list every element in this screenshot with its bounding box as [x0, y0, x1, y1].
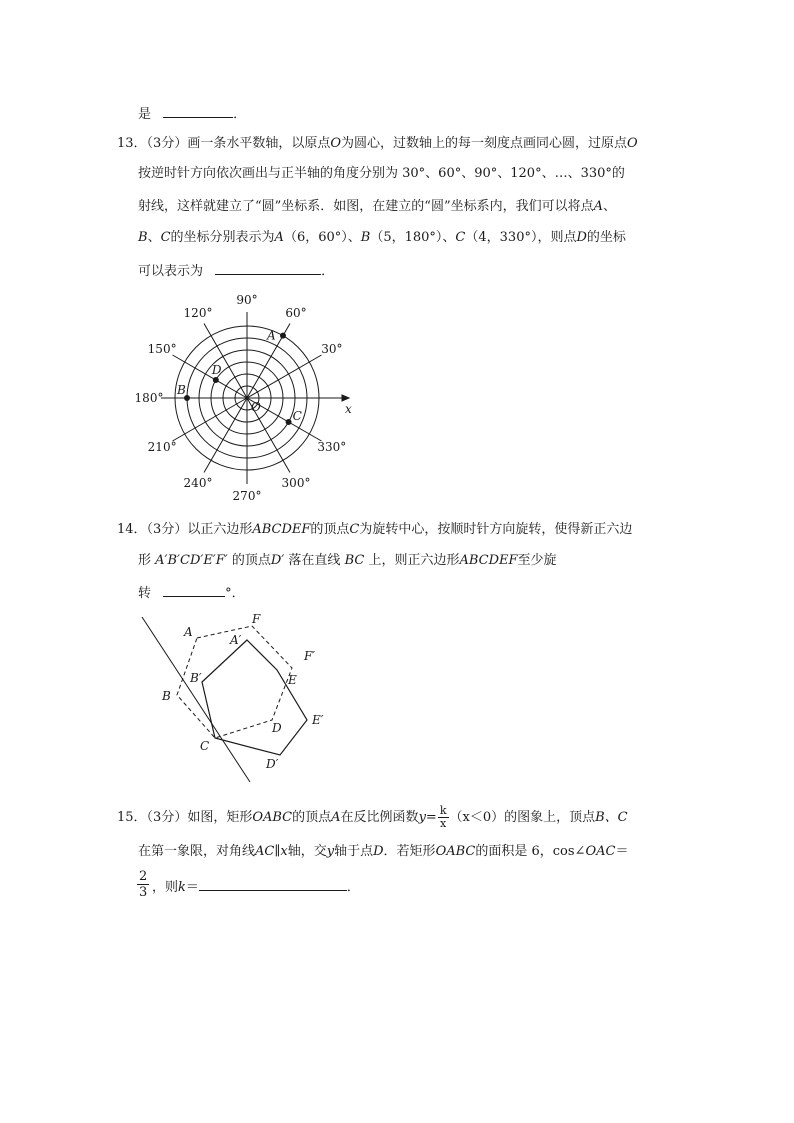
answer-blank-q13[interactable] — [215, 260, 321, 275]
fraction-2-over-3: $\frac{2}{3}$ — [139, 869, 148, 900]
answer-blank-q14[interactable] — [163, 582, 225, 597]
angle-label-60: 60° — [285, 306, 307, 321]
angle-label-90: 90° — [236, 293, 258, 307]
q12-tail: 是 ． — [138, 103, 246, 124]
point-label-d: D — [211, 363, 222, 377]
angle-label-300: 300° — [281, 475, 311, 490]
point-label-c: C — [292, 409, 302, 423]
label-e: E — [288, 673, 297, 687]
label-e-prime: E′ — [312, 713, 324, 727]
angle-label-30: 30° — [321, 342, 343, 356]
origin-label: O — [251, 400, 261, 414]
point-a — [281, 333, 286, 338]
q15-line2: 在第一象限，对角线AC∥x轴，交y轴于点D．若矩形OABC的面积是 6，cos∠OAC＝ — [138, 844, 629, 859]
q14-line3: 转 °． — [138, 582, 245, 603]
q15-line1: 15．（3分）如图，矩形OABC的顶点A在反比例函数y= $\frac{k}{x}$ （x＜0）的图象上，顶点B、C — [117, 804, 628, 830]
q13-line5: 可以表示为 ． — [138, 260, 334, 281]
label-b-prime: B′ — [190, 671, 202, 685]
x-axis-label: x — [345, 402, 352, 416]
angle-label-240: 240° — [183, 475, 213, 490]
hexagon-rotation-figure — [132, 610, 332, 790]
label-f: F — [252, 612, 261, 626]
angle-label-270: 270° — [232, 489, 262, 503]
fraction-k-over-x: $\frac{k}{x}$ — [439, 804, 447, 830]
label-c: C — [200, 739, 210, 753]
q13-line4: B、C的坐标分别表示为A（6，60°）、B（5，180°）、C（4，330°），则点D的坐标 — [138, 230, 626, 245]
q14-line1: 14．（3分）以正六边形ABCDEF的顶点C为旋转中心，按顺时针方向旋转，使得新正六边 — [117, 522, 633, 537]
angle-label-330: 330° — [317, 440, 347, 454]
q13-line1: 13．（3分）画一条水平数轴，以原点O为圆心，过数轴上的每一刻度点画同心圆，过原点O — [117, 136, 638, 151]
label-a: A — [184, 625, 193, 639]
q13-line3: 射线，这样就建立了“圆”坐标系．如图，在建立的“圆”坐标系内，我们可以将点A、 — [138, 199, 616, 214]
point-label-b: B — [177, 383, 186, 397]
label-b: B — [162, 689, 171, 703]
angle-label-150: 150° — [147, 342, 177, 356]
x-axis-arrow — [342, 395, 349, 401]
answer-blank-q12[interactable] — [163, 103, 233, 118]
point-c — [286, 420, 291, 425]
q13-line2: 按逆时针方向依次画出与正半轴的角度分别为 30°、60°、90°、120°、…、330°的 — [138, 166, 625, 181]
angle-label-210: 210° — [147, 440, 177, 454]
q15-line3: ，则k＝ ． — [152, 876, 360, 897]
polar-coordinate-figure — [130, 288, 360, 503]
angle-label-180: 180° — [134, 391, 164, 405]
q14-line2: 形 A′B′CD′E′F′ 的顶点D′ 落在直线 BC 上，则正六边形ABCDEF至少旋 — [138, 553, 557, 568]
answer-blank-q15[interactable] — [199, 876, 347, 891]
angle-label-120: 120° — [183, 306, 213, 321]
label-f-prime: F′ — [304, 649, 316, 663]
point-d — [213, 378, 218, 383]
point-label-a: A — [267, 328, 276, 343]
label-d: D — [272, 721, 282, 735]
label-d-prime: D′ — [266, 757, 279, 771]
label-a-prime: A′ — [230, 633, 242, 647]
hexagon-rotated-solid — [202, 640, 307, 755]
